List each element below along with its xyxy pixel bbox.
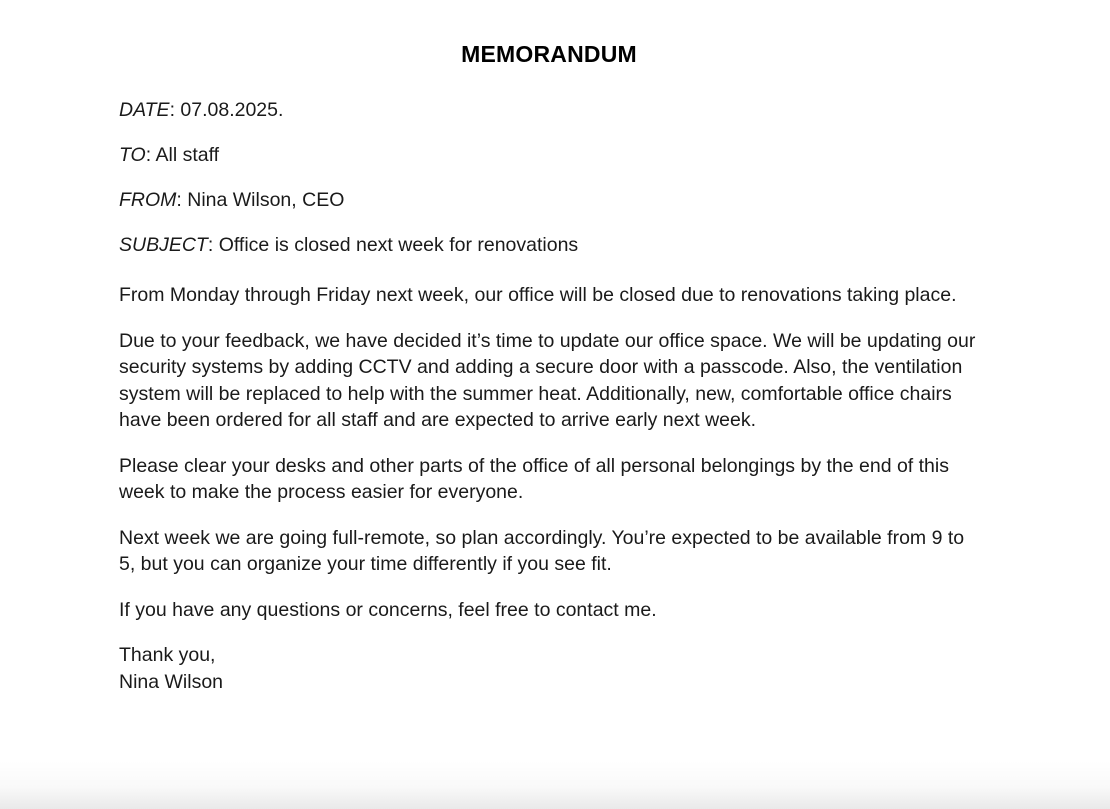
memo-paragraph: Please clear your desks and other parts of the office of all personal belongings by the end of this week to make the process easier for everyone.	[119, 454, 949, 503]
memo-field-subject-value: Office is closed next week for renovations	[218, 234, 579, 256]
memo-header-fields	[119, 97, 985, 258]
memo-field-to-value: All staff	[155, 144, 220, 166]
memo-field-subject	[119, 232, 985, 258]
memo-field-from-label: FROM	[119, 189, 177, 211]
memo-paragraph: From Monday through Friday next week, our office will be closed due to renovations taking place.	[119, 284, 957, 306]
page-bottom-shadow	[0, 761, 1110, 809]
memo-signoff-closing: Thank you,	[119, 644, 216, 666]
memo-paragraph: Next week we are going full-remote, so plan accordingly. You’re expected to be available from 9 to 5, but you can organize your time differently if you see fit.	[119, 526, 965, 575]
memo-field-from-separator: :	[176, 189, 188, 211]
memo-body	[119, 282, 985, 695]
memo-field-to-separator: :	[145, 144, 156, 166]
memo-paragraph: If you have any questions or concerns, feel free to contact me.	[119, 598, 657, 621]
memo-field-from	[119, 187, 985, 213]
memo-field-to-label: TO	[119, 144, 146, 166]
memo-paragraph: Due to your feedback, we have decided it’s time to update our office space. We will be updating our security systems by adding CCTV and adding a secure door with a passcode. Also, the ventilation system will be replaced to help with the summer heat. Additionally, new, comfortable office chairs have been ordered for all staff and are expected to arrive early next week.	[119, 329, 976, 431]
memo-field-date-separator: :	[169, 99, 181, 121]
memo-field-date	[119, 97, 985, 123]
memo-field-subject-separator: :	[207, 234, 219, 256]
memo-field-subject-label: SUBJECT	[119, 234, 208, 256]
memo-signoff	[119, 642, 985, 695]
memo-field-to	[119, 142, 985, 168]
memo-signoff-name: Nina Wilson	[119, 670, 224, 693]
document-content	[119, 0, 985, 695]
page-title: MEMORANDUM	[461, 41, 637, 67]
memo-field-date-value: 07.08.2025.	[180, 99, 284, 121]
memo-field-from-value: Nina Wilson, CEO	[187, 189, 345, 211]
memo-field-date-label: DATE	[119, 99, 170, 121]
